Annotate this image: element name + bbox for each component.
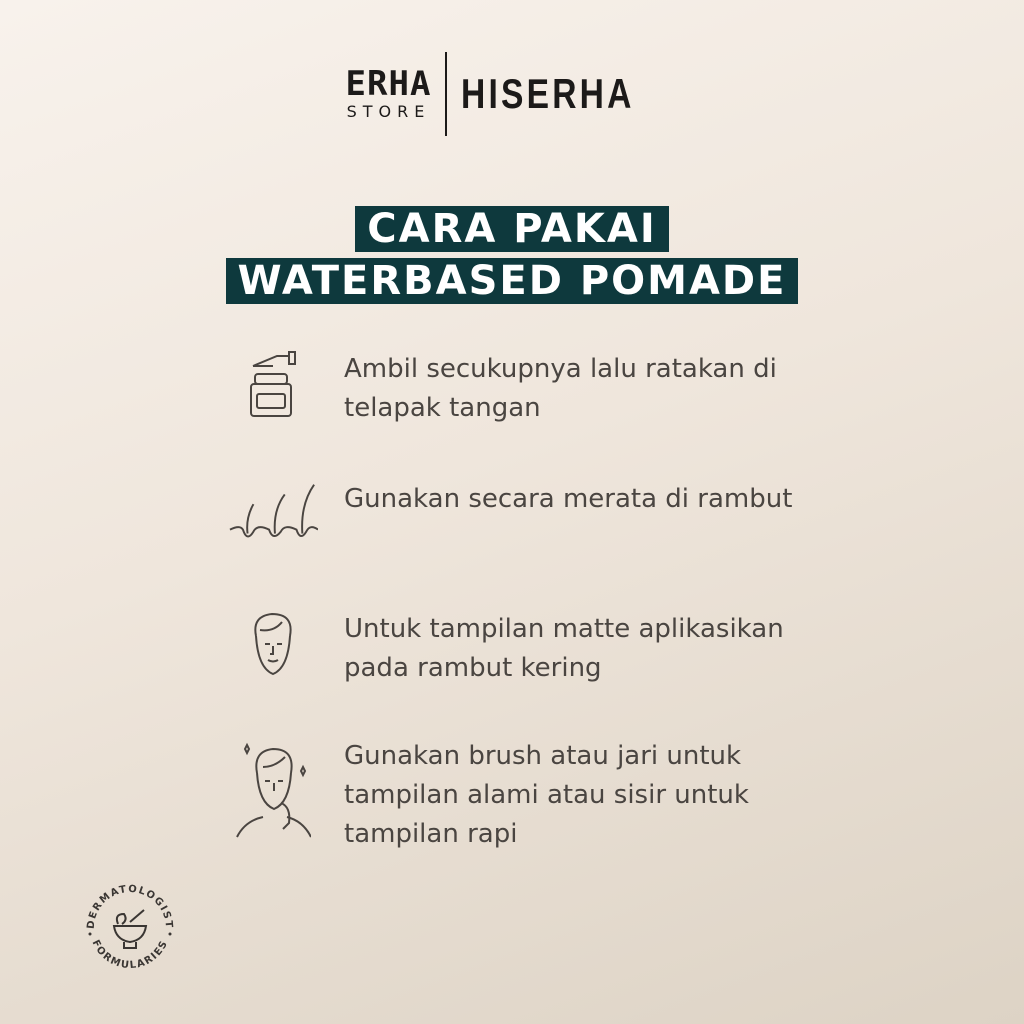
badge-top-text: DERMATOLOGIST: [85, 883, 175, 930]
step-1-text: Ambil secukupnya lalu ratakan di telapak tangan: [344, 354, 777, 423]
hand-jar-icon: [228, 350, 318, 422]
hair-strands-icon: [228, 480, 318, 546]
step-4-text: Gunakan brush atau jari untuk tampilan alami atau sisir untuk tampilan rapi: [344, 741, 749, 849]
step-1: [228, 350, 804, 428]
step-3-text: Untuk tampilan matte aplikasikan pada rambut kering: [344, 614, 784, 683]
step-3: [228, 610, 804, 688]
title-line-1: [0, 206, 1024, 252]
mortar-icon: [114, 910, 146, 948]
dermatologist-formularies-badge: [78, 876, 182, 984]
title-line-2: [0, 258, 1024, 304]
step-4: [228, 737, 804, 854]
step-2-text: Gunakan secara merata di rambut: [344, 484, 793, 514]
erha-store-logo: [345, 64, 432, 121]
title-text-2: WATERBASED POMADE: [226, 258, 799, 304]
step-2: [228, 480, 804, 546]
badge-bottom-text: FORMULARIES: [89, 938, 171, 972]
logo-divider: [445, 52, 447, 136]
svg-text:DERMATOLOGIST: [86, 884, 174, 930]
svg-text:FORMULARIES: [90, 938, 171, 971]
title-text-1: CARA PAKAI: [355, 206, 668, 252]
brand-logo: [0, 52, 1024, 136]
erha-text: ERHA: [345, 64, 432, 104]
store-text: STORE: [346, 102, 431, 121]
man-face-icon: [228, 610, 318, 680]
hiserha-logo: HISERHA: [461, 70, 636, 117]
man-sparkle-icon: [228, 737, 318, 847]
